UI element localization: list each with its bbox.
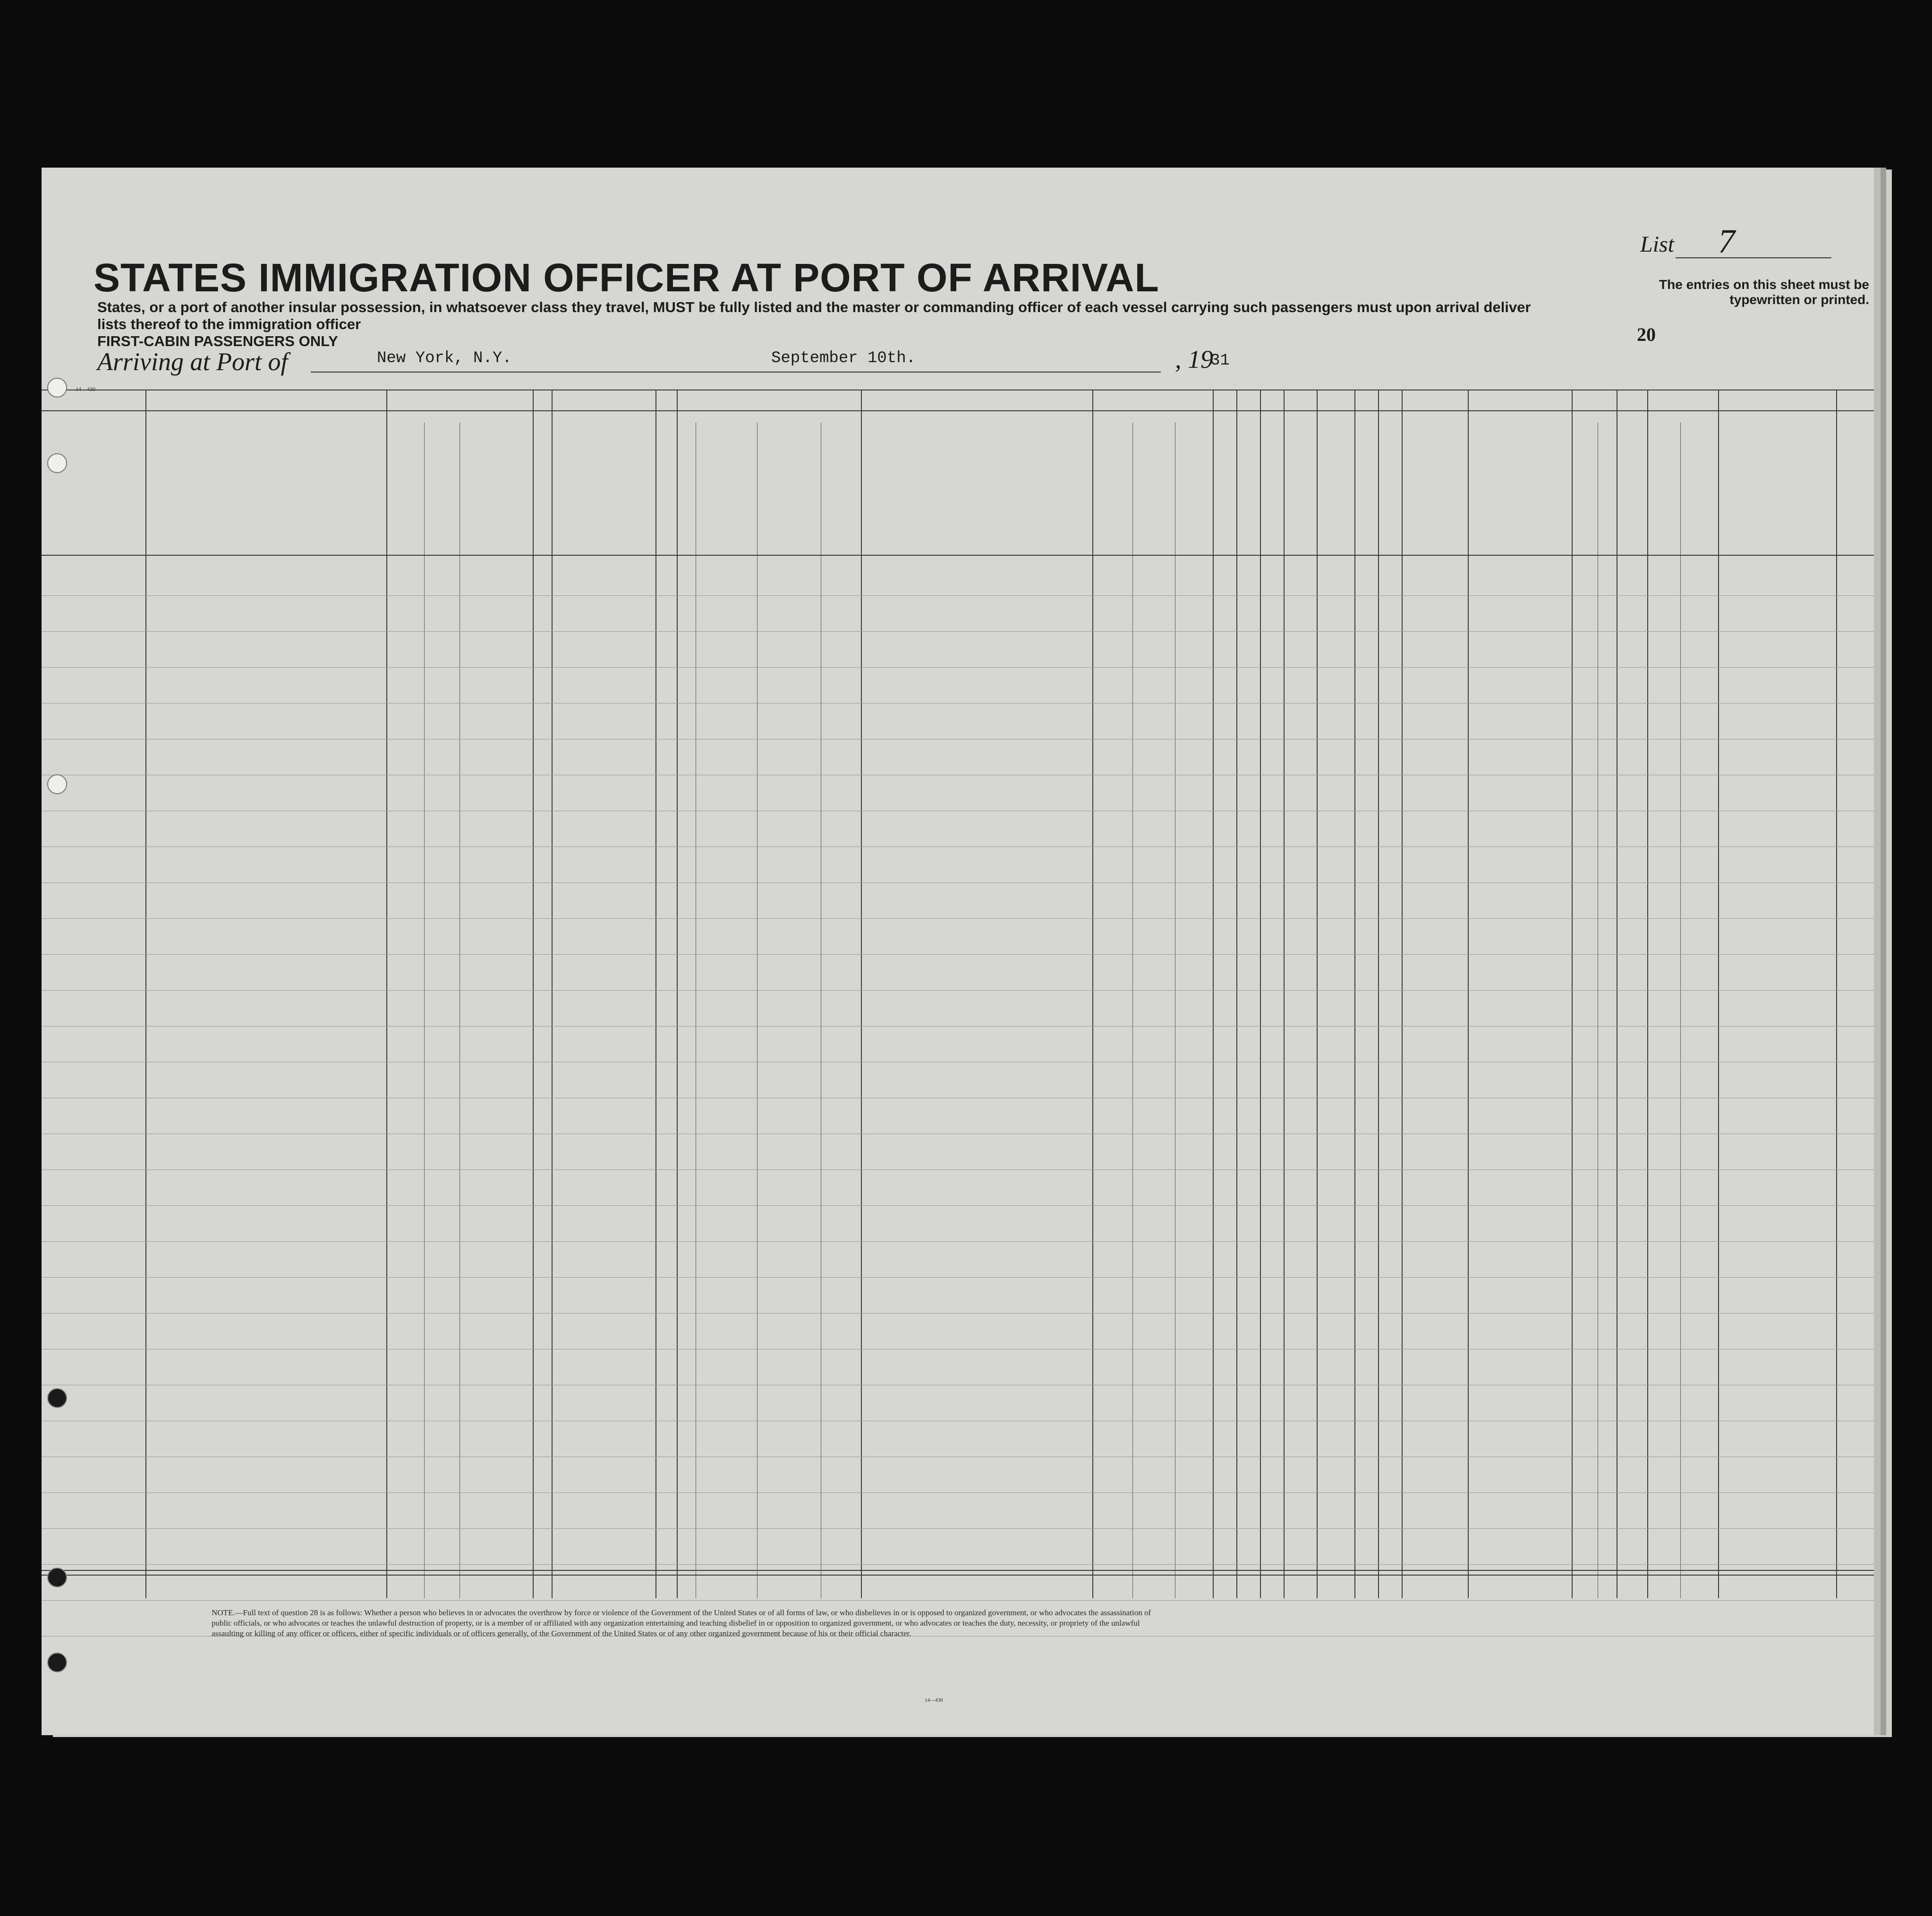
rule xyxy=(42,1575,1874,1576)
form-number: 14—430 xyxy=(76,386,95,392)
list-number: 7 xyxy=(1718,222,1735,260)
header-anarchist xyxy=(1262,418,1283,552)
row-rule xyxy=(42,918,1874,919)
intro-line-1: States, or a port of another insular possession, in whatsoever class they travel, MUST be fully listed and the master or commanding officer of each vessel carrying such passengers must upon arrival deliver lists thereof to the immigration officer xyxy=(97,299,1531,332)
year-suffix: 31 xyxy=(1210,352,1230,370)
typed-note: The entries on this sheet must be typewritten or printed. xyxy=(1659,277,1869,307)
rule xyxy=(42,555,1874,556)
row-rule xyxy=(42,1528,1874,1529)
arrival-port: New York, N.Y. xyxy=(377,349,512,367)
manifest-sheet xyxy=(42,168,1881,1735)
column-divider xyxy=(1836,390,1837,1598)
column-divider xyxy=(861,390,862,1598)
column-divider xyxy=(1236,390,1237,1598)
row-rule xyxy=(42,1205,1874,1206)
binder-hole xyxy=(47,774,67,794)
column-divider xyxy=(655,390,656,1598)
page-number: 20 xyxy=(1637,324,1656,345)
row-rule xyxy=(42,1492,1874,1493)
row-rule xyxy=(42,990,1874,991)
column-divider xyxy=(1378,390,1379,1598)
binder-hole xyxy=(47,1388,67,1408)
row-rule xyxy=(42,954,1874,955)
header-labor-offer xyxy=(1319,418,1353,552)
header-ticket xyxy=(534,418,551,552)
column-divider xyxy=(1260,390,1261,1598)
column-divider xyxy=(1284,390,1285,1598)
header-polygamist xyxy=(1238,418,1259,552)
row-rule xyxy=(42,1277,1874,1278)
column-divider xyxy=(1317,390,1318,1598)
binder-hole xyxy=(47,1568,67,1587)
binder-hole xyxy=(47,453,67,473)
row-rule xyxy=(42,1600,1874,1601)
rule xyxy=(42,410,1874,411)
subcolumn-divider xyxy=(1680,423,1681,1598)
column-divider xyxy=(1647,390,1648,1598)
column-divider xyxy=(1402,390,1403,1598)
header-intends-return xyxy=(1095,460,1131,552)
header-length-of-time xyxy=(1135,460,1173,552)
page-title: STATES IMMIGRATION OFFICER AT PORT OF ARRIVAL xyxy=(94,255,1159,300)
row-rule xyxy=(42,882,1874,883)
row-rule xyxy=(42,703,1874,704)
subcolumn-divider xyxy=(424,423,425,1598)
header-arrested-deported xyxy=(1379,418,1400,552)
arriving-label: Arriving at Port of xyxy=(97,348,288,376)
column-divider xyxy=(386,390,387,1598)
header-fifty-dollars xyxy=(657,418,676,552)
column-divider xyxy=(145,390,146,1598)
row-rule xyxy=(42,1564,1874,1565)
binder-hole xyxy=(47,378,67,398)
arrival-date: September 10th. xyxy=(771,349,916,367)
list-label: List xyxy=(1640,232,1675,257)
column-divider xyxy=(1092,390,1093,1598)
column-divider xyxy=(1718,390,1719,1598)
list-underline xyxy=(1676,257,1831,258)
header-prison-charity xyxy=(1215,418,1235,552)
manifest-table xyxy=(42,390,1874,1598)
column-divider xyxy=(1468,390,1469,1598)
row-rule xyxy=(42,595,1874,596)
column-divider xyxy=(533,390,534,1598)
footer-code: 14—430 xyxy=(925,1697,943,1703)
column-divider xyxy=(1354,390,1355,1598)
column-divider xyxy=(677,390,678,1598)
header-intends-citizen xyxy=(1177,460,1211,552)
row-rule xyxy=(42,1313,1874,1314)
row-rule xyxy=(42,631,1874,632)
footnote: NOTE.—Full text of question 28 is as follows: Whether a person who believes in or advocates the overthrow by force or violence of the Government of the United States or of all forms of law, or who disbelieves in or is opposed to organized government, or who advocates the assassination of public officials, or who advocates or teaches the unlawful destruction of property, or is a member of or affiliated with any organization entertaining and teaching disbelief in or opposition to organized government, or who advocates or teaches the duty, necessity, or propriety of the unlawful assaulting or killing of any officer or officers, either of specific individuals or of officers generally, of the Government of the United States or of any other organized government because of his or their official character. xyxy=(212,1608,1151,1638)
intro-line-2: FIRST-CABIN PASSENGERS ONLY xyxy=(97,333,338,349)
manifest-header xyxy=(42,168,1874,413)
rule xyxy=(42,1570,1874,1571)
subcolumn-divider xyxy=(1132,423,1133,1598)
header-excluded-year xyxy=(1356,418,1377,552)
year-prefix: , 19 xyxy=(1175,345,1213,373)
header-overthrow xyxy=(1285,418,1315,552)
binder-hole xyxy=(47,1653,67,1672)
intro-text xyxy=(97,299,1561,350)
column-divider xyxy=(1213,390,1214,1598)
arriving-underline xyxy=(311,372,1161,373)
column-divider xyxy=(552,390,553,1598)
row-rule xyxy=(42,667,1874,668)
column-divider xyxy=(1572,390,1573,1598)
row-rule xyxy=(42,1241,1874,1242)
